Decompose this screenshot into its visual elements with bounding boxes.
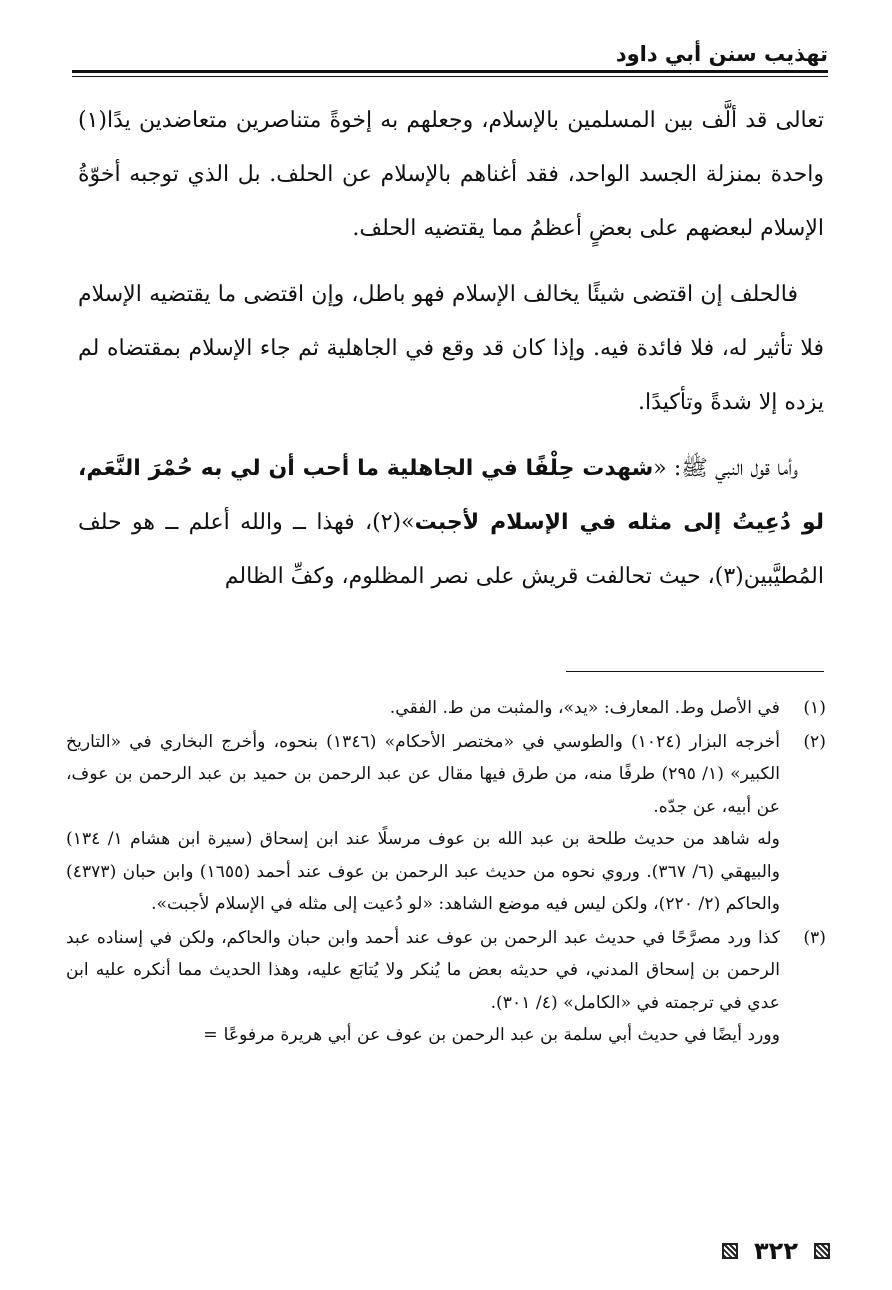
- main-text: [78, 94, 824, 616]
- paragraph-3: [78, 442, 824, 604]
- footnote-3: [66, 922, 826, 1052]
- ornament-icon: [722, 1243, 738, 1259]
- page-number: ٣٢٢: [754, 1237, 798, 1265]
- footnote-paragraph: وله شاهد من حديث طلحة بن عبد الله بن عوف مرسلًا عند ابن إسحاق (سيرة ابن هشام ١/ ١٣٤) والبيهقي (٦/ ٣٦٧). وروي نحوه من حديث عبد الرحمن بن عوف عند أحمد (١٦٥٥) وابن حبان (٤٣٧٣) والحاكم (٢/ ٢٢٠)، ولكن ليس فيه موضع الشاهد: «لو دُعيت إلى مثله في الإسلام لأجبت».: [66, 829, 781, 914]
- footnote-paragraph: في الأصل وط. المعارف: «يد»، والمثبت من ط. الفقي.: [389, 698, 780, 718]
- footnotes: [66, 692, 826, 1053]
- footnote-text: [66, 726, 780, 921]
- paragraph-3-intro: وأما قول النبي ﷺ: «: [653, 456, 798, 481]
- footnote-1: [66, 692, 826, 725]
- footnote-paragraph-text: وورد أيضًا في حديث أبي سلمة بن عبد الرحمن بن عوف عن أبي هريرة مرفوعًا: [223, 1025, 780, 1045]
- footnote-text: [66, 922, 780, 1052]
- footnote-separator: [566, 671, 824, 672]
- footnote-number: (١): [803, 698, 826, 718]
- ornament-icon: [814, 1243, 830, 1259]
- running-header-title: تهذيب سنن أبي داود: [615, 42, 828, 66]
- footnote-paragraph: أخرجه البزار (١٠٢٤) والطوسي في «مختصر الأحكام» (١٣٤٦) بنحوه، وأخرج البخاري في «التاريخ الكبير» (١/ ٢٩٥) طرفًا منه، من طرق فيها مقال عن عبد الرحمن بن حميد بن عبد الرحمن بن عوف، عن أبيه، عن جدّه.: [66, 731, 780, 817]
- continuation-mark: =: [203, 1025, 218, 1045]
- footnote-paragraph: كذا ورد مصرَّحًا في حديث عبد الرحمن بن عوف عند أحمد وابن حبان والحاكم، ولكن في إسناده عبد الرحمن بن إسحاق المدني، في حديثه بعض ما يُنكر ولا يُتابَع عليه، وهذا الحديث مما أنكره عليه ابن عدي في ترجمته في «الكامل» (٤/ ٣٠١).: [66, 927, 780, 1013]
- paragraph-2: فالحلف إن اقتضى شيئًا يخالف الإسلام فهو باطل، وإن اقتضى ما يقتضيه الإسلام فلا تأثير له، فلا فائدة فيه. وإذا كان قد وقع في الجاهلية ثم جاء الإسلام بمقتضاه لم يزده إلا شدةً وتأكيدًا.: [78, 282, 824, 415]
- footnote-number: (٣): [803, 927, 826, 948]
- footnote-text: [66, 692, 780, 725]
- header-rule-thin: [72, 76, 828, 77]
- paragraph-1: تعالى قد ألَّف بين المسلمين بالإسلام، وجعلهم به إخوةً متناصرين متعاضدين يدًا(١) واحدة بمنزلة الجسد الواحد، فقد أغناهم بالإسلام عن الحلف. بل الذي توجبه أخوّةُ الإسلام لبعضهم على بعضٍ أعظمُ مما يقتضيه الحلف.: [78, 108, 824, 241]
- footnote-2: [66, 726, 826, 921]
- page-footer: [722, 1236, 830, 1266]
- footnote-number: (٢): [803, 731, 826, 752]
- paragraph-3-rest: »(٢)، فهذا ــ والله أعلم ــ هو حلف المُطيَّبين(٣)، حيث تحالفت قريش على نصر المظلوم، وكفِّ الظالم: [78, 510, 824, 589]
- footnote-paragraph: [66, 1019, 780, 1052]
- header-rule-thick: [72, 70, 828, 73]
- hadith-quote: شهدت حِلْفًا في الجاهلية ما أحب أن لي به حُمْرَ النَّعَم، لو دُعِيتُ إلى مثله في الإسلام لأجبت: [78, 456, 824, 535]
